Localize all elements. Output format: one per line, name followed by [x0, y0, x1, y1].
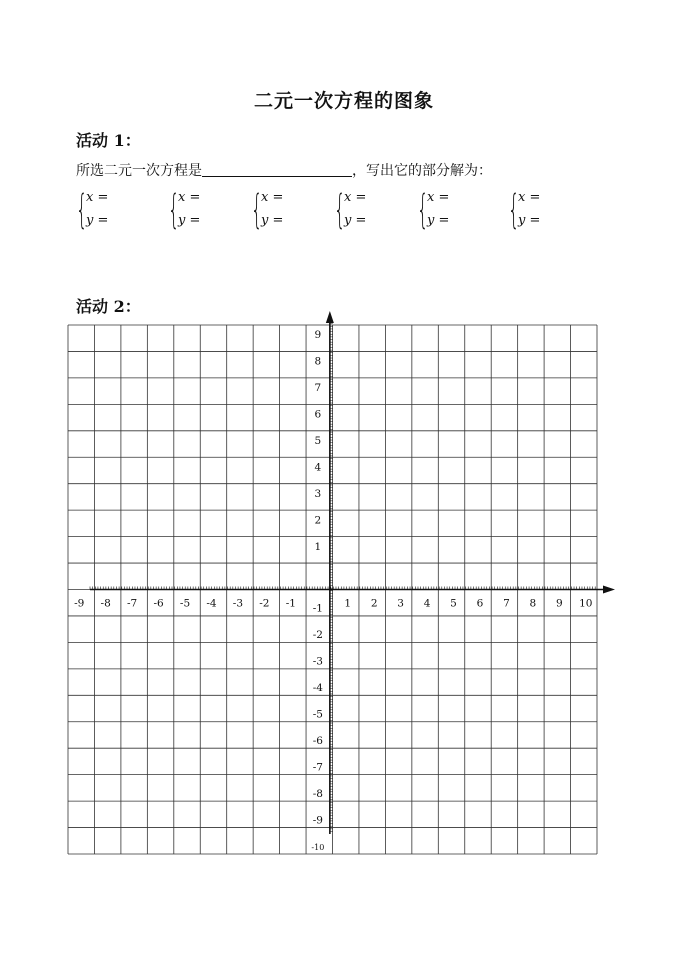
solution-y-row[interactable]: y =	[344, 213, 367, 228]
solution-y-row[interactable]: y =	[178, 213, 201, 228]
x-tick-label: 8	[529, 597, 537, 610]
solution-x-row[interactable]: x =	[178, 190, 201, 205]
x-tick-label: -3	[232, 597, 244, 610]
solution-y-row[interactable]: y =	[518, 213, 541, 228]
x-tick-label: 10	[579, 597, 593, 610]
y-tick-label: 7	[314, 382, 322, 395]
y-tick-label: 6	[314, 408, 322, 421]
x-tick-label: 4	[423, 597, 431, 610]
x-tick-label: 5	[450, 597, 457, 610]
page-title: 二元一次方程的图象	[253, 90, 434, 112]
y-tick-label: -4	[312, 682, 323, 695]
activity-1-heading: 活动 1：	[76, 131, 141, 150]
solution-y-row[interactable]: y =	[86, 213, 109, 228]
y-tick-label: 1	[314, 540, 322, 553]
y-tick-label: 8	[314, 355, 322, 368]
x-tick-label: -2	[259, 597, 270, 610]
x-tick-label: -8	[100, 597, 111, 610]
x-tick-label: -7	[127, 597, 138, 610]
x-tick-label: -9	[74, 597, 85, 610]
y-tick-label: -8	[312, 787, 323, 800]
y-tick-label: -6	[312, 734, 323, 747]
brace-icon: {	[508, 187, 520, 233]
solution-x-row[interactable]: x =	[518, 190, 541, 205]
x-tick-label: 3	[397, 597, 404, 610]
solution-x-row[interactable]: x =	[86, 190, 109, 205]
y-tick-label: -10	[311, 842, 325, 852]
solution-x-row[interactable]: x =	[261, 190, 284, 205]
y-tick-label: 5	[314, 435, 322, 448]
y-tick-label: 2	[314, 514, 322, 527]
x-tick-label: -6	[153, 597, 164, 610]
x-tick-label: 6	[476, 597, 484, 610]
brace-icon: {	[168, 187, 180, 233]
solution-y-row[interactable]: y =	[427, 213, 450, 228]
y-tick-label: -7	[312, 761, 323, 774]
y-axis-arrow-icon	[326, 311, 334, 323]
brace-icon: {	[251, 187, 263, 233]
y-tick-label: 3	[314, 487, 322, 500]
x-tick-label: 1	[344, 597, 352, 610]
solution-x-row[interactable]: x =	[427, 190, 450, 205]
y-tick-label: 4	[314, 461, 322, 474]
x-tick-label: 9	[555, 597, 563, 610]
brace-icon: {	[76, 187, 88, 233]
prompt-prefix: 所选二元一次方程是	[76, 163, 202, 179]
x-tick-label: -5	[179, 597, 191, 610]
solution-y-row[interactable]: y =	[261, 213, 284, 228]
solution-x-row[interactable]: x =	[344, 190, 367, 205]
x-tick-label: 2	[370, 597, 378, 610]
x-tick-label: -4	[206, 597, 217, 610]
x-tick-label: -1	[285, 597, 296, 610]
brace-icon: {	[334, 187, 346, 233]
y-tick-label: -2	[312, 629, 323, 642]
x-axis-arrow-icon	[603, 586, 615, 594]
y-tick-label: -1	[312, 602, 323, 615]
y-tick-label: -9	[312, 814, 323, 827]
activity-2-heading: 活动 2：	[76, 297, 141, 316]
brace-icon: {	[417, 187, 429, 233]
y-tick-label: -3	[312, 655, 323, 668]
x-tick-label: 7	[503, 597, 510, 610]
y-tick-label: -5	[312, 708, 323, 721]
prompt-suffix: ，写出它的部分解为：	[352, 163, 492, 179]
y-tick-label: 9	[314, 329, 322, 342]
